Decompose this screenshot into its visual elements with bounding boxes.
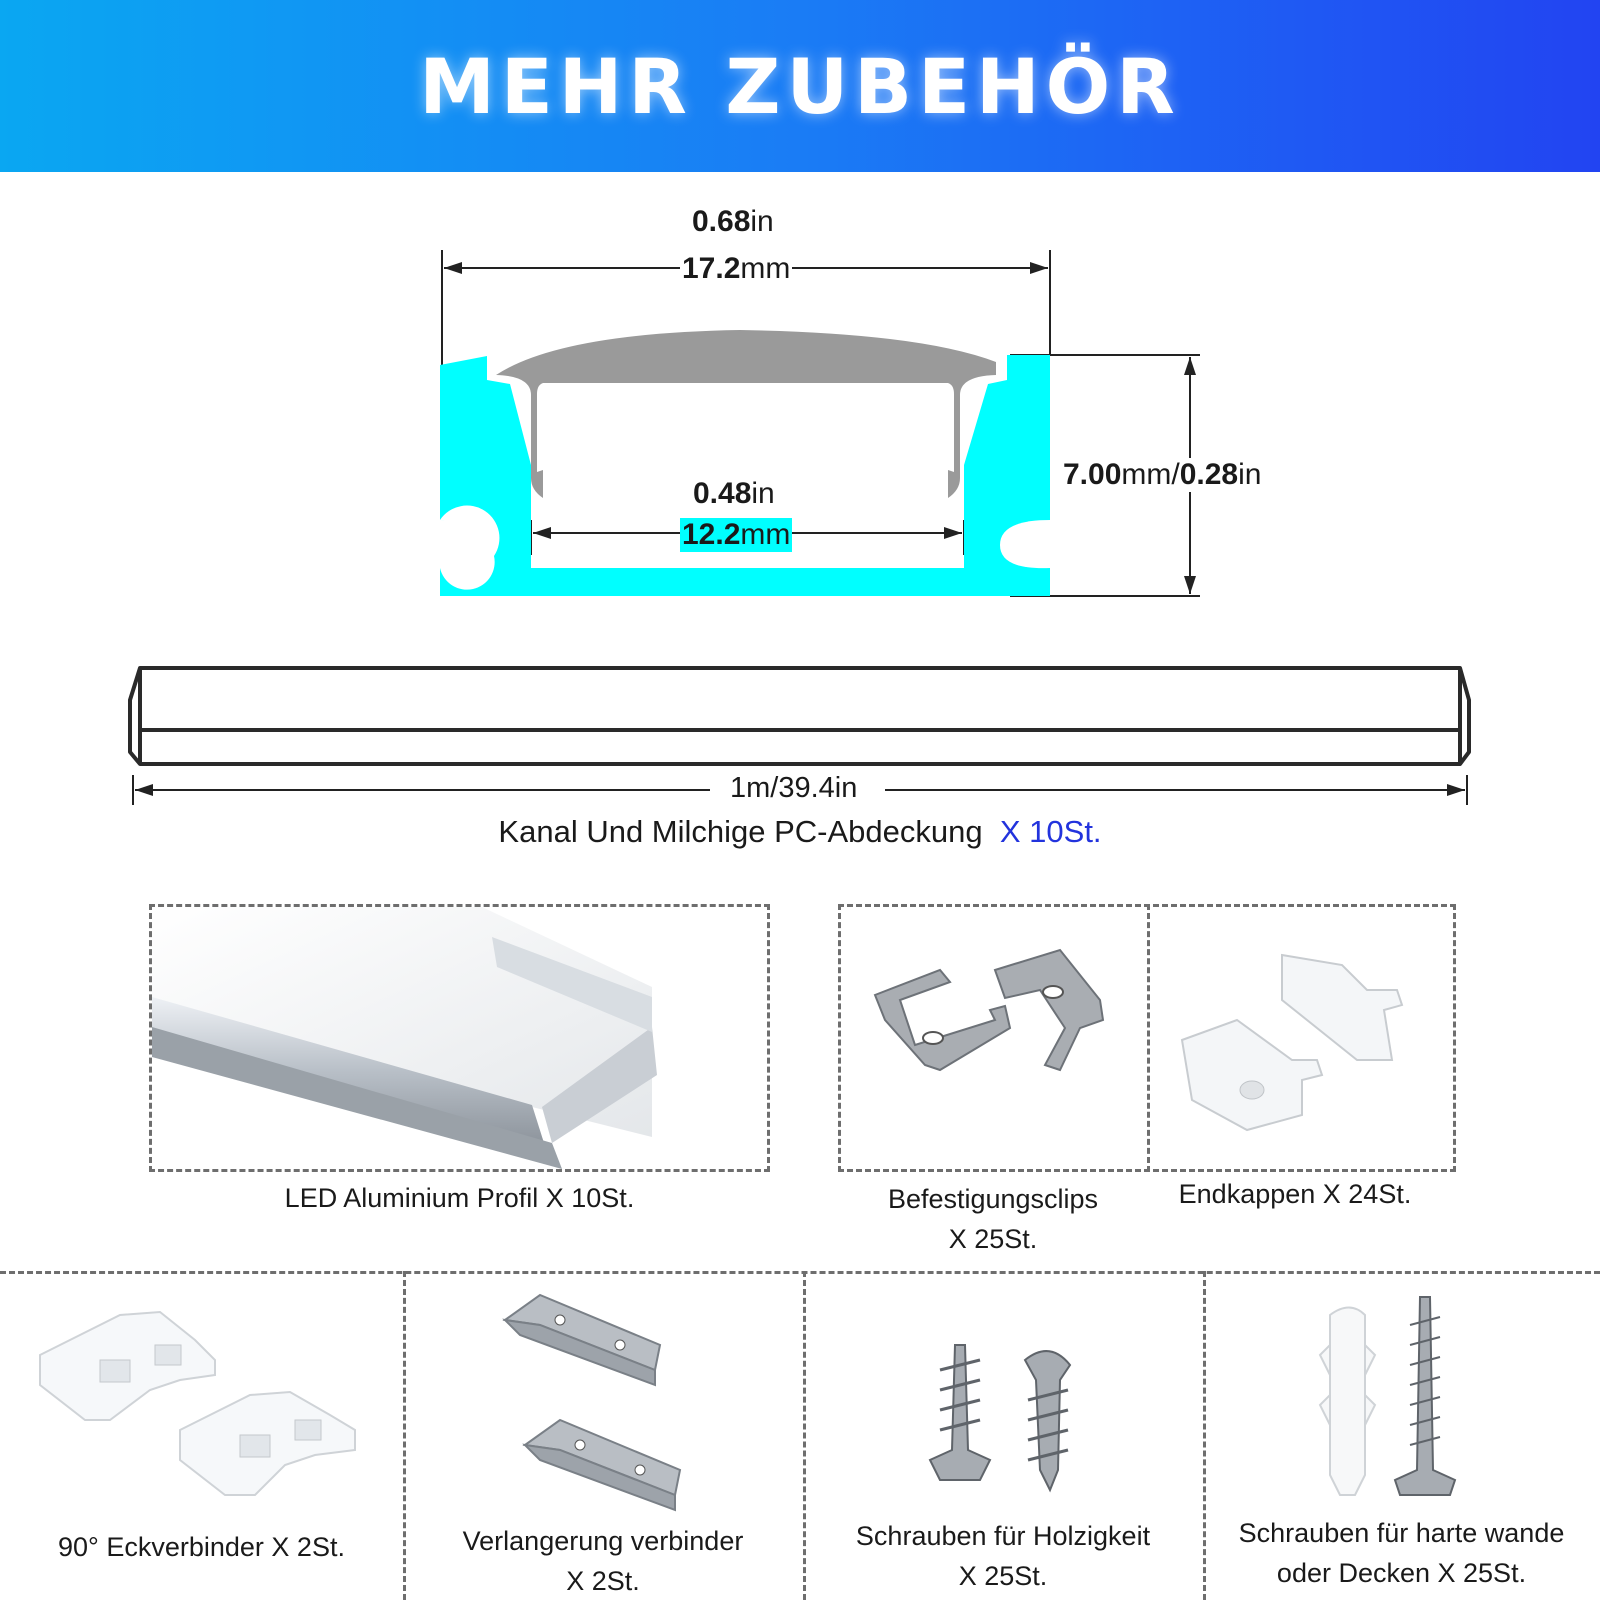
width-mm-label: 17.2mm	[682, 252, 791, 285]
wood-screws-caption-line2: X 25St.	[958, 1561, 1048, 1591]
extension-caption	[403, 1521, 803, 1601]
led-profile-caption: LED Aluminium Profil X 10St.	[284, 1183, 635, 1213]
led-profile-image	[152, 907, 767, 1169]
wood-screws-image	[910, 1340, 1110, 1510]
clips-caption	[838, 1179, 1148, 1259]
wall-screws-caption-line1: Schrauben für harte wande	[1238, 1518, 1565, 1548]
extension-connector-image	[500, 1290, 700, 1530]
wood-screws-caption	[803, 1516, 1203, 1596]
width-inch-label: 0.68in	[692, 205, 774, 238]
extension-caption-line1: Verlangerung verbinder	[462, 1526, 744, 1556]
wall-screws-caption	[1203, 1513, 1600, 1593]
extension-caption-line2: X 2St.	[566, 1566, 640, 1596]
corner-connector-image	[30, 1300, 390, 1500]
clips-caption-line1: Befestigungsclips	[887, 1184, 1099, 1214]
box-divider	[1147, 904, 1150, 1172]
wall-screws-image	[1310, 1295, 1510, 1505]
height-label: 7.00mm/0.28in	[1063, 458, 1262, 491]
bottom-grid-top-border	[0, 1271, 1600, 1274]
endcaps-caption: Endkappen X 24St.	[1178, 1179, 1412, 1209]
wall-screws-caption-line2: oder Decken X 25St.	[1276, 1558, 1527, 1588]
channel-caption: Kanal Und Milchige PC-Abdeckung X 10St.	[498, 814, 1102, 849]
clips-image	[845, 910, 1145, 1170]
length-label: 1m/39.4in	[730, 772, 858, 804]
inner-mm-label: 12.2mm	[682, 518, 791, 551]
clips-caption-line2: X 25St.	[948, 1224, 1038, 1254]
corner-caption: 90° Eckverbinder X 2St.	[58, 1532, 345, 1562]
led-profile-box	[149, 904, 770, 1172]
wood-screws-caption-line1: Schrauben für Holzigkeit	[855, 1521, 1151, 1551]
page-title: MEHR ZUBEHÖR	[419, 41, 1181, 131]
endcaps-image	[1152, 910, 1452, 1170]
inner-inch-label: 0.48in	[693, 477, 775, 510]
